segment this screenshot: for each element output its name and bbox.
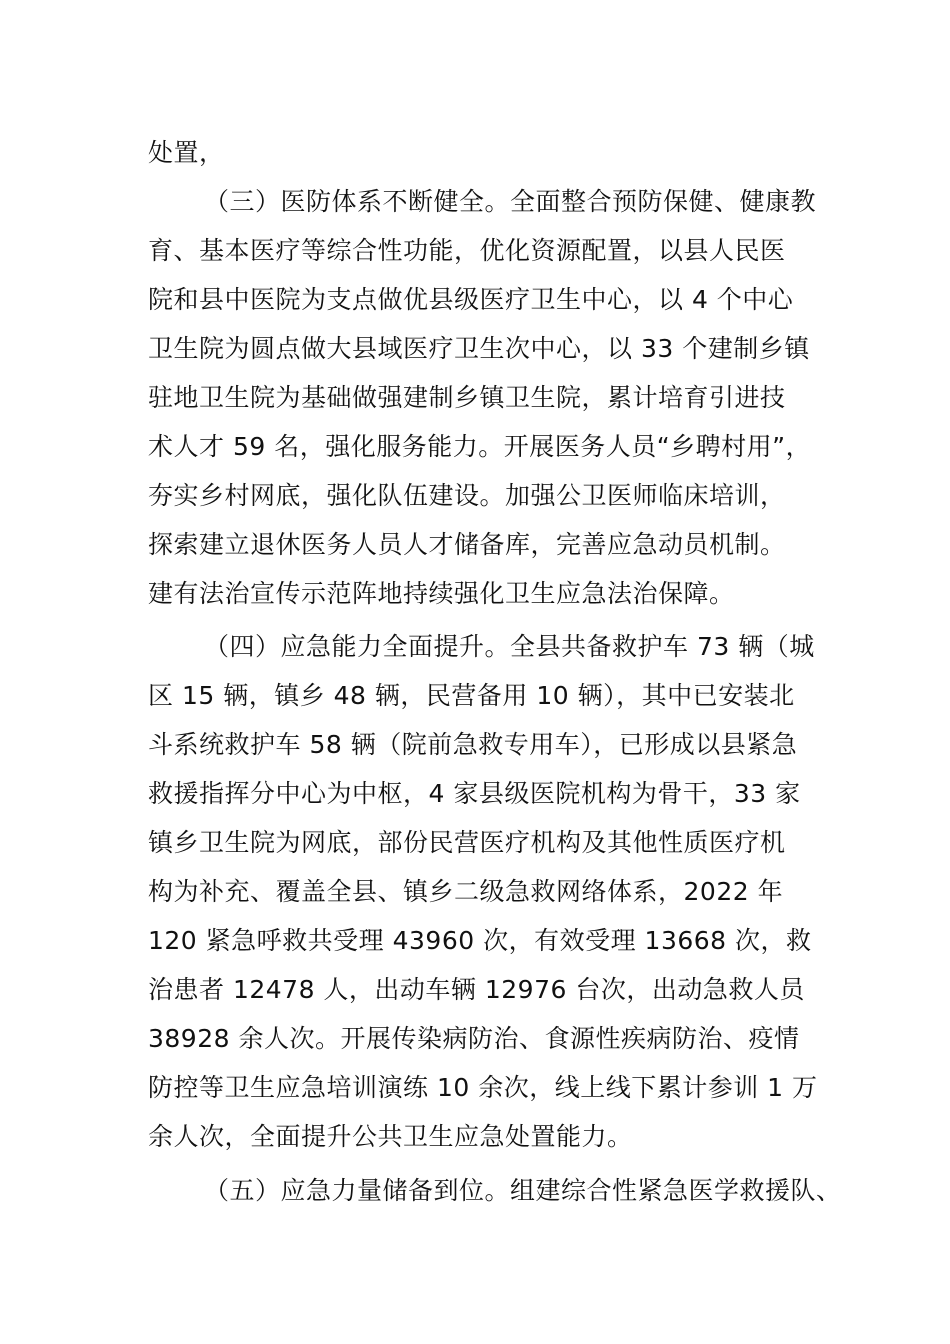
text-line-4: 院和县中医院为支点做优县级医疗卫生中心，以 4 个中心 bbox=[148, 285, 794, 314]
text-line-10: 建有法治宣传示范阵地持续强化卫生应急法治保障。 bbox=[148, 579, 735, 608]
text-line-9: 探索建立退休医务人员人才储备库，完善应急动员机制。 bbox=[148, 530, 786, 559]
section-three-heading-line: （三）医防体系不断健全。全面整合预防保健、健康教 bbox=[204, 187, 817, 216]
text-line-15: 镇乡卫生院为网底，部份民营医疗机构及其他性质医疗机 bbox=[148, 828, 786, 857]
text-line-14: 救援指挥分中心为中枢，4 家县级医院机构为骨干，33 家 bbox=[148, 779, 801, 808]
text-line-13: 斗系统救护车 58 辆（院前急救专用车），已形成以县紧急 bbox=[148, 730, 798, 759]
text-line-16: 构为补充、覆盖全县、镇乡二级急救网络体系，2022 年 bbox=[148, 877, 784, 906]
text-line-17: 120 紧急呼救共受理 43960 次，有效受理 13668 次，救 bbox=[148, 926, 812, 955]
text-line-19: 38928 余人次。开展传染病防治、食源性疾病防治、疫情 bbox=[148, 1024, 800, 1053]
text-line-12: 区 15 辆，镇乡 48 辆，民营备用 10 辆），其中已安装北 bbox=[148, 681, 795, 710]
text-line-21: 余人次，全面提升公共卫生应急处置能力。 bbox=[148, 1122, 633, 1151]
text-line-6: 驻地卫生院为基础做强建制乡镇卫生院，累计培育引进技 bbox=[148, 383, 786, 412]
section-four-heading-line: （四）应急能力全面提升。全县共备救护车 73 辆（城 bbox=[204, 632, 815, 661]
text-line-7: 术人才 59 名，强化服务能力。开展医务人员“乡聘村用”， bbox=[148, 432, 812, 461]
text-line-18: 治患者 12478 人，出动车辆 12976 台次，出动急救人员 bbox=[148, 975, 805, 1004]
text-line-5: 卫生院为圆点做大县域医疗卫生次中心，以 33 个建制乡镇 bbox=[148, 334, 810, 363]
text-line-1: 处置， bbox=[148, 138, 225, 167]
text-line-3: 育、基本医疗等综合性功能，优化资源配置，以县人民医 bbox=[148, 236, 786, 265]
section-five-heading-line: （五）应急力量储备到位。组建综合性紧急医学救援队、 bbox=[204, 1176, 842, 1205]
text-line-8: 夯实乡村网底，强化队伍建设。加强公卫医师临床培训， bbox=[148, 481, 786, 510]
text-line-20: 防控等卫生应急培训演练 10 余次，线上线下累计参训 1 万 bbox=[148, 1073, 818, 1102]
